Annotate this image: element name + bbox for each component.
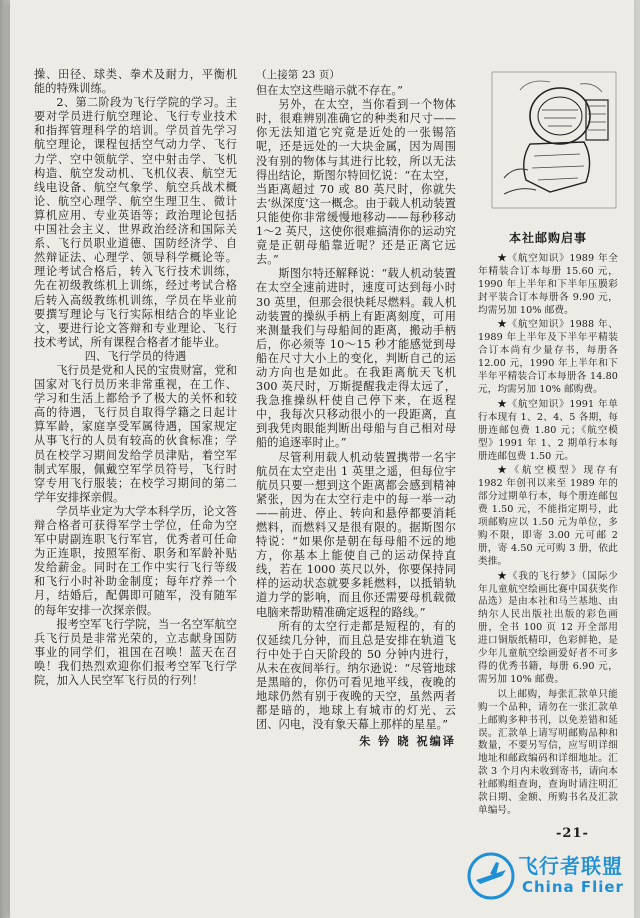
paragraph: 飞行员是党和人民的宝贵财富，党和国家对飞行员历来非常重视，在工作、学习和生活上都给予了极大的关怀和较高的待遇，飞行员自取得学籍之日起计算军龄，家庭享受军属待遇，国家规定从事飞行的人员有较高的伙食标准；学员在校学习期间发给学员津贴，着空军制式军服，佩戴空军学员符号，飞行时穿专用飞行服装；在校学习期间的第二学年安排探亲假。: [34, 363, 237, 504]
binding-fold: [0, 0, 10, 918]
section-heading: 四、飞行学员的待遇: [84, 349, 187, 363]
watermark: [466, 840, 640, 910]
column-right: [478, 226, 618, 820]
notice-item: ★《航空知识》1988 年、1989 年上半年及下半年平精装合订本尚有少量存书，每册各 12.00 元，1990 年上半年和下半年平精装合订本每册各 14.80 元，均需另加 10% 邮购费。: [478, 319, 618, 395]
paragraph: 另外，在太空，当你看到一个物体时，很难辨别准确它的种类和尺寸——你无法知道它究竟是近处的一张锡箔呢，还是远处的一大块金属，因为周围没有别的物体与其进行比较，所以无法得出结论，斯图尔特回忆说：“在太空，当距离超过 70 或 80 英尺时，你就失去‘纵深度’这一概念。由于载人机动装置只能使你非常缓慢地移动——每秒移动 1～2 英尺，这使你很难搞清你的运动究竟是正朝母船靠近呢？还是正离它远去。”: [256, 98, 456, 267]
page-number: -21-: [556, 826, 589, 841]
notice-item: 以上邮购，每张汇款单只能购一个品种，请勿在一张汇款单上邮购多种书刊，以免差错和延误。汇款单上请写明邮购品种和数量，不要另写信，应写明详细地址和邮政编码和详细地址。汇款 3 个月内未收到寄书，请向本社邮购组查询，查询时请注明汇款日期、金额、所购书名及汇款单编号。: [478, 688, 618, 816]
astronaut-illustration: [490, 70, 618, 210]
paragraph: 学员毕业定为大学本科学历，论文答辩合格者可获得军学士学位，任命为空军中尉副连职飞行军官，优秀者可任命为正连职，按照军衔、职务和军龄补贴发给薪金。同时在工作中实行飞行等级和飞行小时补助金制度；每年疗养一个月，结婚后，配偶即可随军，没有随军的每年安排一次探亲假。: [34, 504, 237, 617]
notice-title: 本社邮购启事: [508, 231, 587, 245]
airplane-logo-icon: [466, 846, 516, 906]
watermark-text-en: China Flier: [522, 878, 624, 896]
paragraph: 斯图尔特还解释说：“载人机动装置在太空全速前进时，速度可达到每小时 30 英里，但那会很快耗尽燃料。载人机动装置的操纵手柄上有距离刻度，可用来测量我们与母船间的距离，搬动手柄后，你必须等 10～15 秒才能感觉到母船在尺寸大小上的变化，判断自己的运动方向也是如此。在我距离航天飞机 300 英尺时，万斯提醒我走得太远了，我急推操纵杆使自己停下来，在返程中，我每次只移动很小的一段距离，直到我凭肉眼能判断出母船与自己相对母船的追逐率时止。”: [256, 267, 456, 450]
magazine-page: [10, 0, 634, 918]
notice-item: ★《航空知识》1989 年全年精装合订本每册 15.60 元，1990 年上半年和下半年压膜彩封平装合订本每册各 9.90 元，均需另加 10% 邮费。: [478, 252, 618, 316]
paragraph: 2、第二阶段为飞行学院的学习。主要对学员进行航空理论、飞行专业技术和指挥管理科学的培训。学员首先学习航空理论，课程包括空气动力学、飞行力学、空中领航学、空中射击学、飞机构造、航空发动机、飞机仪表、航空无线电设备、航空气象学、航空兵战术概论、航空心理学、航空生理卫生、微计算机应用、专业英语等；政治理论包括中国社会主义、世界政治经济和国际关系、飞行员职业道德、国防经济学、自然辩证法、心理学、领导科学概论等。理论考试合格后，转入飞行技术训练，先在初级教练机上训练，经过考试合格后转入高级教练机训练，学员在毕业前要撰写理论与飞行实际相结合的毕业论文，要进行论文答辩和专业理论、飞行技术考试，所有课程合格者才能毕业。: [34, 96, 237, 349]
column-left: [34, 68, 237, 688]
notice-item: ★《航空知识》1991 年单行本现有 1、2、4、5 各期，每册连邮包费 1.80 元；《航空模型》1991 年 1、2 期单行本每册连邮包费 1.50 元。: [478, 398, 618, 462]
notice-item: ★《航空模型》现存有 1982 年创刊以来至 1989 年的部分过期单行本，每个册连邮包费 1.50 元，不能指定期号，此项邮购应以 1.50 元为单位，多购不限，即寄 3.00 元可邮 2 册，寄 4.50 元可购 3 册，依此类推。: [478, 465, 618, 567]
paragraph: 报考空军飞行学院，当一名空军航空兵飞行员是非常光荣的，立志献身国防事业的同学们，祖国在召唤！蓝天在召唤！我们热烈欢迎你们报考空军飞行学院，加入人民空军飞行员的行列！: [34, 617, 237, 688]
paragraph: 操、田径、球类、拳术及耐力，平衡机能的特殊训练。: [34, 68, 237, 96]
column-middle: [256, 68, 456, 749]
paragraph: 尽管利用载人机动装置携带一名宇航员在太空走出 1 英里之遥，但每位宇航员只要一想到这个距离都会感到精神紧张，因为在太空行走中的每一举一动——前进、停止、转向和悬停都要消耗燃料，而燃料又是很有限的。据斯图尔特说：“如果你是朝在每母船不远的地方，你基本上能使自己的运动保持直线，若在 1000 英尺以外，你要保持同样的运动状态就要多耗燃料，以抵销轨道力学的影响，而且你还需要母机载微电脑来帮助精准确定返程的路线。”: [256, 450, 456, 619]
notice-item: ★《我的飞行梦》（国际少年儿童航空绘画比赛中国获奖作品选）是由本社和马兰基地、由纳尔人民出版社出版的彩色画册，全书 100 页 12 开全部用进口铜版纸精印，色彩鲜艳，是少年儿童航空绘画爱好者不可多得的优秀书籍，每册 6.90 元，需另加 10% 邮费。: [478, 570, 618, 685]
paragraph: 所有的太空行走都是短程的，有的仅延续几分钟，而且总是安排在轨道飞行中处于白天阶段的 50 分钟内进行，从未在夜间举行。纳尔逊说：“尽管地球是黑暗的，你仍可看见地平线，夜晚的地球仍然有别于夜晚的天空，虽然两者都是暗的，地球上有城市的灯光、云团、闪电，没有象天幕上那样的星星。”: [256, 619, 456, 732]
paragraph: 但在太空这些暗示就不存在。”: [256, 84, 403, 98]
byline: 朱 钤 晓 祝编译: [359, 734, 456, 749]
watermark-text-cn: 飞行者联盟: [518, 854, 623, 878]
continuation-reference: （上接第 23 页）: [256, 69, 341, 81]
